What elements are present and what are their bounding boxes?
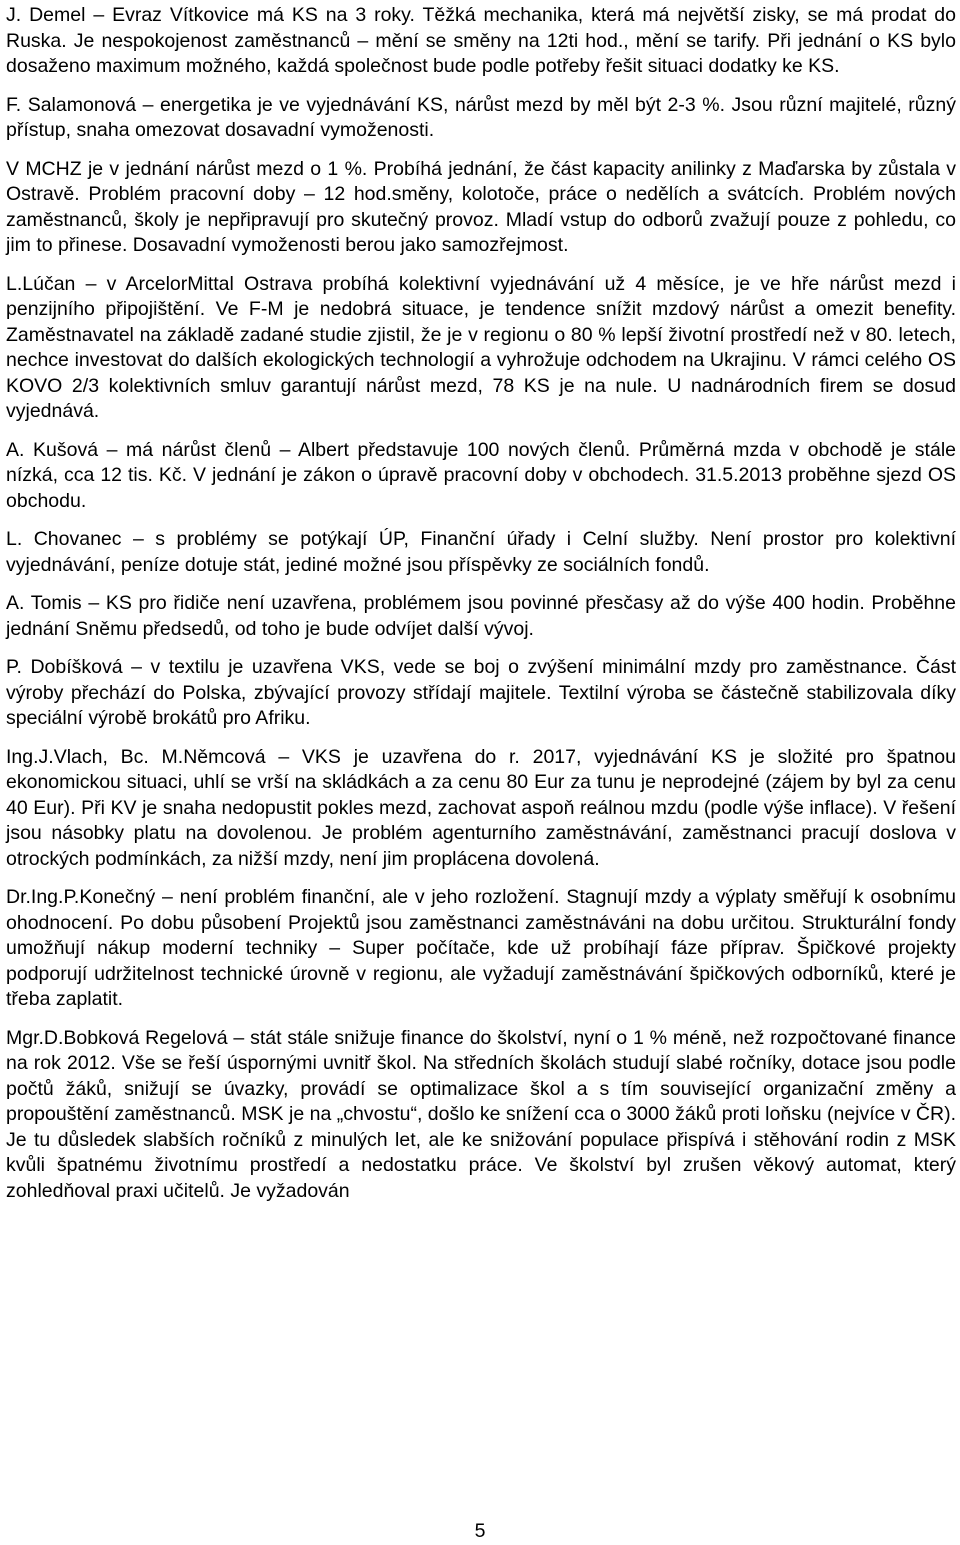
paragraph-tomis: A. Tomis – KS pro řidiče není uzavřena, problémem jsou povinné přesčasy až do výše 400 hodin. Proběhne jednání Sněmu předsedů, od toho je bude odvíjet další vývoj. (6, 592, 956, 640)
paragraph-vlach-nemcova: Ing.J.Vlach, Bc. M.Němcová – VKS je uzavřena do r. 2017, vyjednávání KS je složité pro špatnou ekonomickou situaci, uhlí se vrší na skládkách a za cenu 80 Eur za tunu je neprodejné (zájem by byl za cenu 40 Eur). Při KV je snaha nedopustit pokles mezd, zachovat aspoň reálnou mzdu (podle výše inflace). V řešení jsou násobky platu na dovolenou. Je problém agenturního zaměstnávání, zaměstnanci pracují doslova v otrockých podmínkách, za nižší mzdy, není jim proplácena dovolená. (6, 745, 956, 870)
paragraph-bobkova-regelova: Mgr.D.Bobková Regelová – stát stále snižuje finance do školství, nyní o 1 % méně, než rozpočtované finance na rok 2012. Vše se řeší úspornými uvnitř škol. Na středních školách studují slabé ročníky, dotace jsou podle počtů žáků, snižují se úvazky, provádí se optimalizace škol a s tím související organizační změny a propouštění zaměstnanců. MSK je na „chvostu“, došlo ke snížení cca o 3000 žáků proti loňsku (nejvíce v ČR). Je tu důsledek slabších ročníků z minulých let, ale ke snižování populace přispívá i stěhování rodin z MSK kvůli špatnému životnímu prostředí a nedostatku práce. Ve školství byl zrušen věkový automat, který zohledňoval praxi učitelů. Je vyžadován (6, 1026, 956, 1202)
paragraph-demel: J. Demel – Evraz Vítkovice má KS na 3 roky. Těžká mechanika, která má největší zisky, se má prodat do Ruska. Je nespokojenost zaměstnanců – mění se směny na 12ti hod., mění se tarify. Při jednání o KS bylo dosaženo maximum možného, každá společnost bude podle potřeby řešit situaci dodatky ke KS. (6, 4, 956, 77)
paragraph-kusova: A. Kušová – má nárůst členů – Albert představuje 100 nových členů. Průměrná mzda v obchodě je stále nízká, cca 12 tis. Kč. V jednání je zákon o úpravě pracovní doby v obchodech. 31.5.2013 proběhne sjezd OS obchodu. (6, 438, 956, 512)
document-body (6, 3, 956, 1217)
paragraph-konecny: Dr.Ing.P.Konečný – není problém finanční, ale v jeho rozložení. Stagnují mzdy a výplaty směřují k osobnímu ohodnocení. Po dobu působení Projektů jsou zaměstnanci zaměstnáváni na dobu určitou. Strukturální fondy umožňují nákup moderní techniky – Super počítače, kde už probíhají fáze příprav. Špičkové projekty podporují udržitelnost technické úrovně v regionu, ale vyžadují zaměstnávání špičkových odborníků, které je třeba zaplatit. (6, 886, 956, 1010)
paragraph-dobiskova: P. Dobíšková – v textilu je uzavřena VKS, vede se boj o zvýšení minimální mzdy pro zaměstnance. Část výroby přechází do Polska, zbývající provozy střídají majitele. Textilní výroba se částečně stabilizovala díky speciální výrobě brokátů pro Afriku. (6, 656, 956, 729)
page-number: 5 (474, 1520, 486, 1542)
paragraph-mchz: V MCHZ je v jednání nárůst mezd o 1 %. Probíhá jednání, že část kapacity anilinky z Maďarska by zůstala v Ostravě. Problém pracovní doby – 12 hod.směny, kolotoče, práce o nedělích a svátcích. Problém nových zaměstnanců, školy je nepřipravují pro skutečný provoz. Mladí vstup do odborů zvažují pouze z pohledu, co jim to přinese. Dosavadní vymoženosti berou jako samozřejmost. (6, 157, 956, 256)
paragraph-lucan: L.Lúčan – v ArcelorMittal Ostrava probíhá kolektivní vyjednávání už 4 měsíce, je ve hře nárůst mezd i penzijního připojištění. Ve F-M je nedobrá situace, je tendence snížit mzdový nárůst a omezit benefity. Zaměstnavatel na základě zadané studie zjistil, že je v regionu o 80 % lepší životní prostředí než v 80. letech, nechce investovat do dalších ekologických technologií a vyhrožuje odchodem na Ukrajinu. V rámci celého OS KOVO 2/3 kolektivních smluv garantují nárůst mezd, 78 KS je na nule. U nadnárodních firem se dosud vyjednává. (6, 272, 956, 422)
paragraph-salamonova: F. Salamonová – energetika je ve vyjednávání KS, nárůst mezd by měl být 2-3 %. Jsou různí majitelé, různý přístup, snaha omezovat dosavadní vymoženosti. (6, 93, 956, 141)
paragraph-chovanec: L. Chovanec – s problémy se potýkají ÚP, Finanční úřady i Celní služby. Není prostor pro kolektivní vyjednávání, peníze dotuje stát, jediné možné jsou příspěvky ze sociálních fondů. (6, 528, 956, 576)
